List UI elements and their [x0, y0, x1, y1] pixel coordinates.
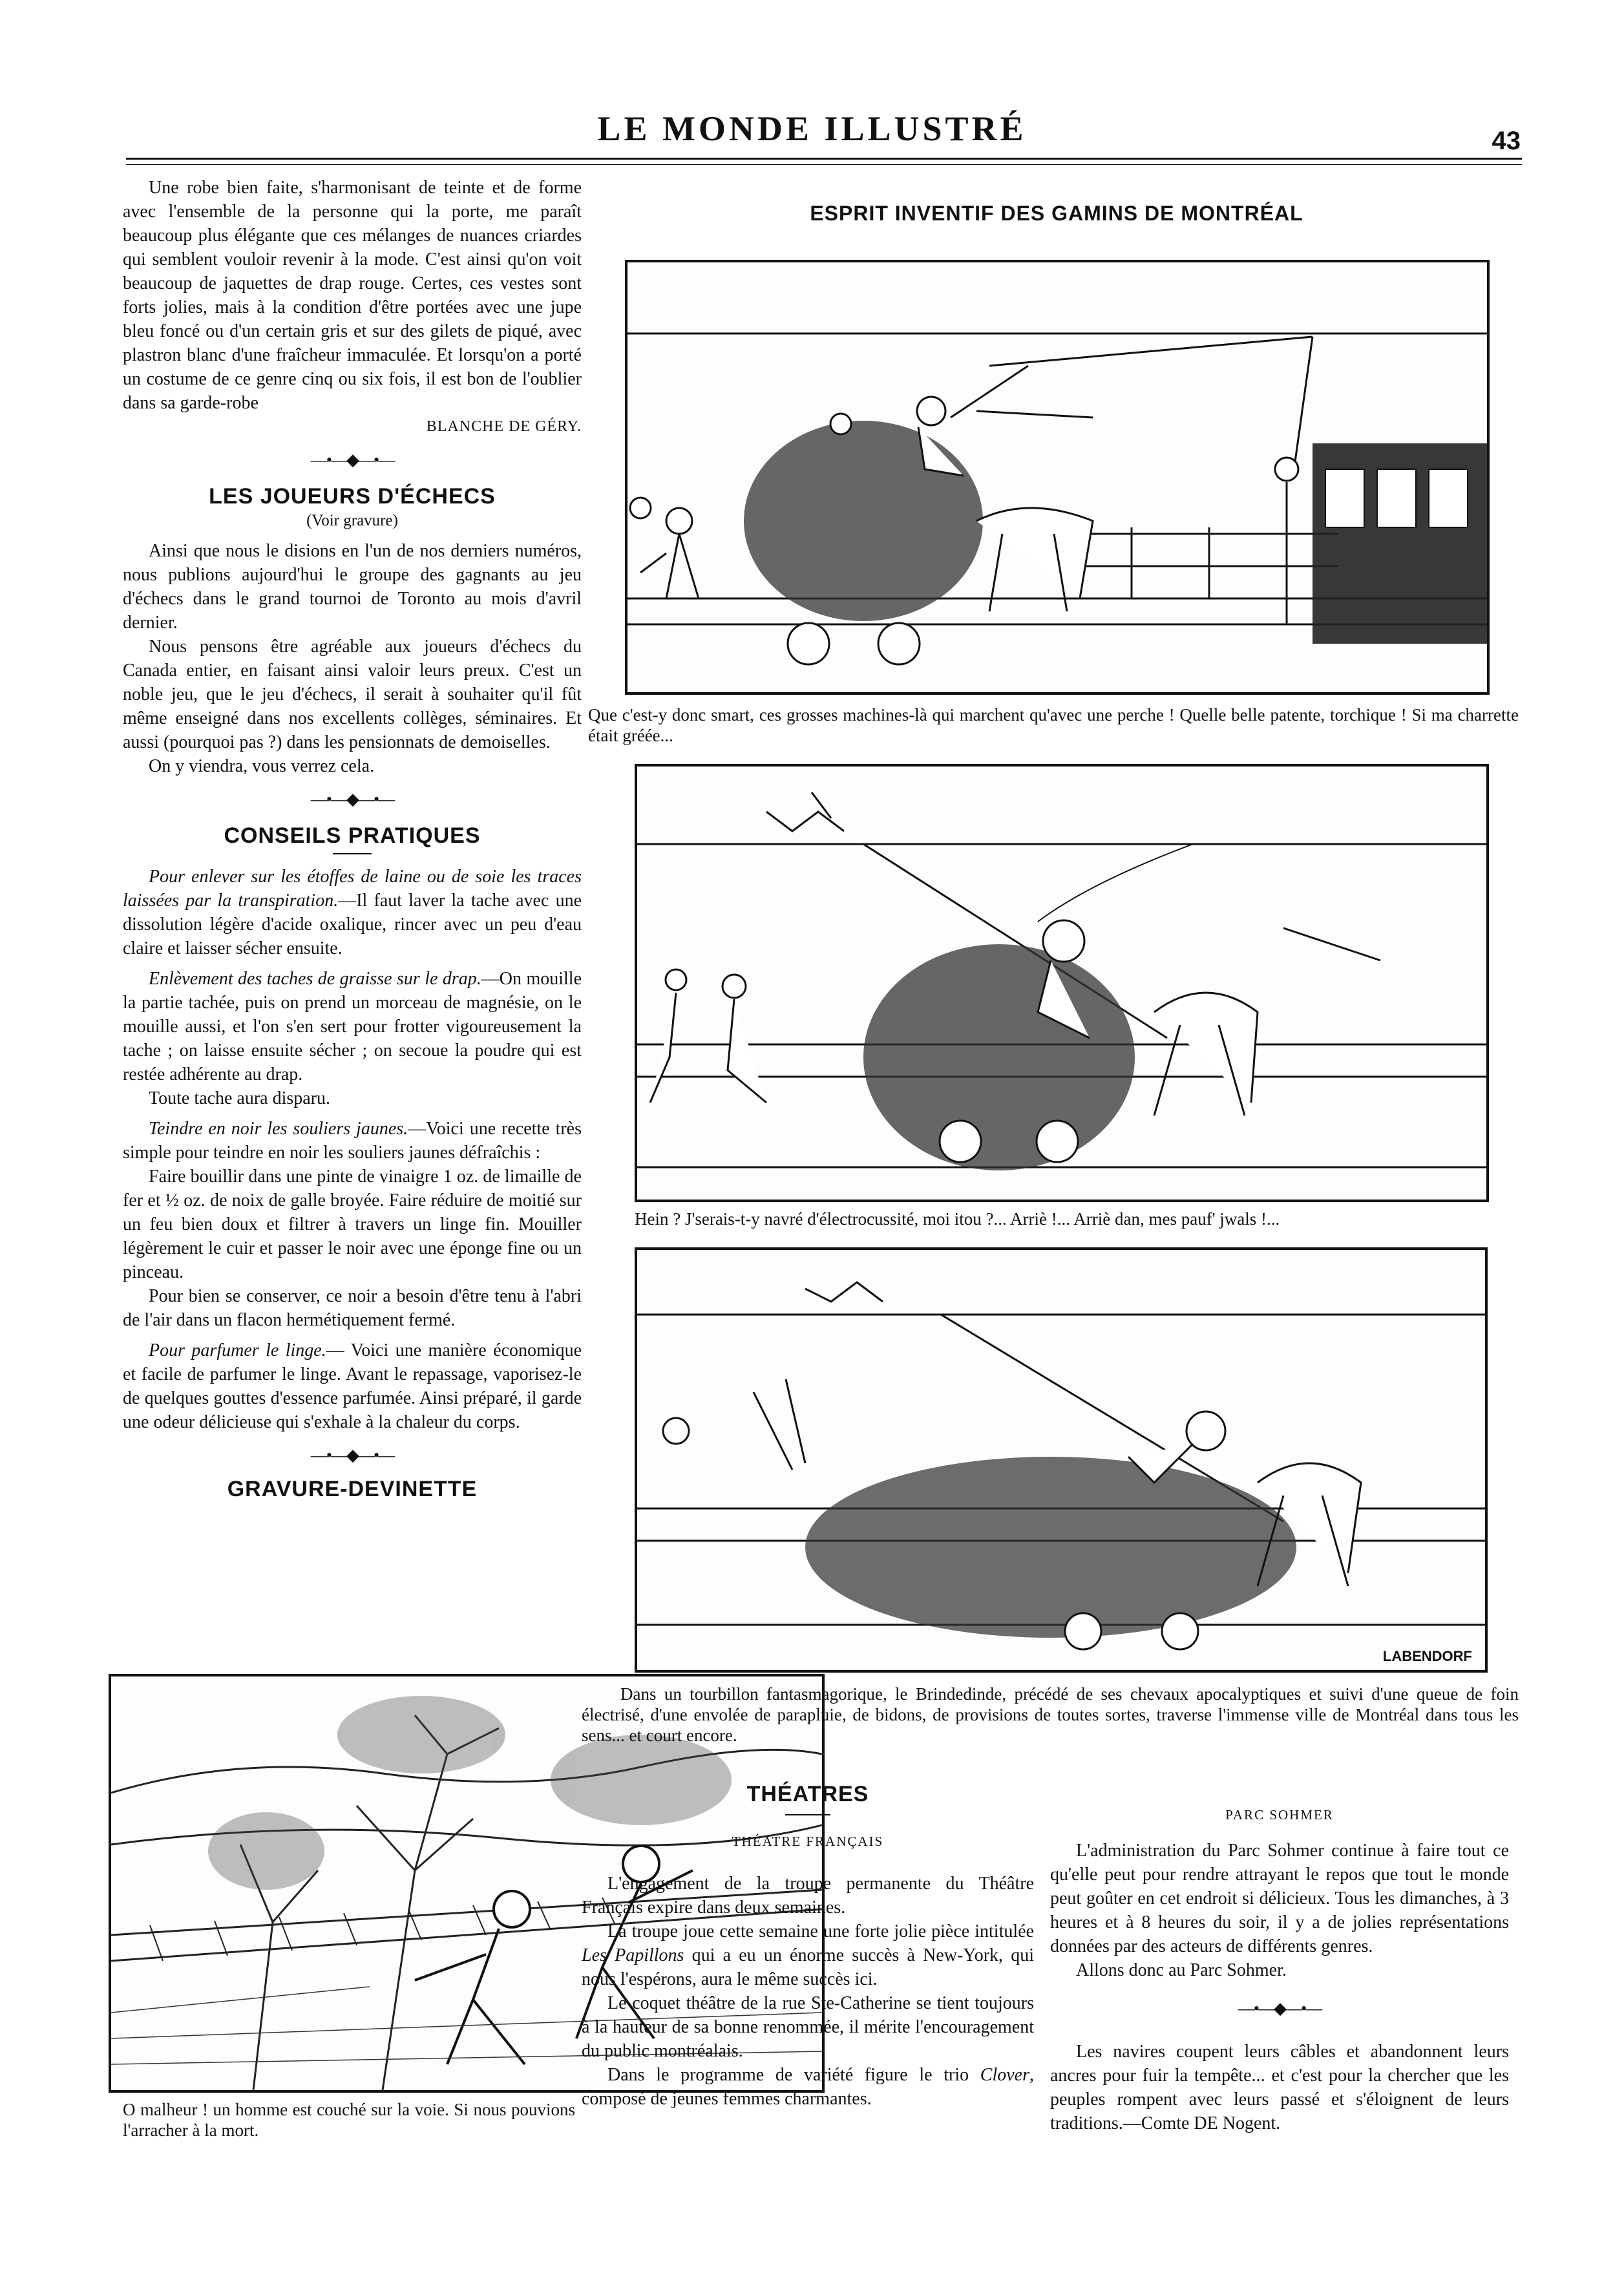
conseil-3-recipe: Faire bouillir dans une pinte de vinaigre 1 oz. de limaille de fer et ½ oz. de noix de galle broyée. Faire réduire de moitié sur un feu bien doux et filtrer à travers un linge fin. Mouiller légèrement le cuir et passer le noir avec une éponge fine ou un pinceau. [123, 1167, 582, 1282]
caption-1-text: Que c'est-y donc smart, ces grosses machines-là qui marchent qu'avec une perche ! Quelle belle patente, torchique ! Si ma charrette était gréée... [588, 705, 1519, 745]
p4-start: Dans le programme de variété figure le trio [607, 2065, 980, 2085]
ornament-divider: —•—◆—•— [310, 1446, 394, 1465]
devinette-caption: O malheur ! un homme est couché sur la voie. Si nous pouvions l'arracher à la mort. [123, 2100, 575, 2140]
sohmer-paragraph-2: Allons donc au Parc Sohmer. [1076, 1960, 1287, 1980]
ornament-divider: —•—◆—•— [310, 790, 394, 809]
tram-and-hay-cart-illustration [627, 262, 1487, 692]
theatres-paragraph-1: L'engagement de la troupe permanente du Théâtre Français expire dans deux semaines. [582, 1874, 1034, 1918]
theatres-paragraph-2 [582, 1920, 1034, 1991]
echecs-subheading: (Voir gravure) [306, 512, 398, 529]
sohmer-paragraph-1: L'administration du Parc Sohmer continue à faire tout ce qu'elle peut pour rendre attrayant le repos que tout le monde peut goûter en cet endroit si délicieux. Tous les dimanches, à 3 heures et à 8 heures du soir, il y a de jolies représentations données par des acteurs de différents genres. [1050, 1841, 1509, 1956]
cartoon-title: ESPRIT INVENTIF DES GAMINS DE MONTRÉAL [810, 202, 1303, 225]
play-title: Les Papillons [582, 1945, 684, 1965]
conseil-2-lead: Enlèvement des taches de graisse sur le drap. [149, 969, 481, 989]
cartoon-caption-1 [588, 704, 1519, 746]
conseil-1-body: —Il faut laver la tache avec une dissolution légère d'acide oxalique, rincer avec un peu d'eau claire et laisser sécher ensuite. [123, 891, 582, 958]
ornament-divider: —•—◆—•— [310, 450, 394, 469]
p2-start: La troupe joue cette semaine une forte jolie pièce intitulée [607, 1921, 1034, 1941]
cartoon-panel-2 [635, 764, 1489, 1202]
flying-cart-illustration [637, 1250, 1485, 1670]
theatres-column [582, 1782, 1034, 2111]
cartoon-panel-3 [635, 1247, 1488, 1673]
fashion-paragraph: Une robe bien faite, s'harmonisant de teinte et de forme avec l'ensemble de la personne qui la porte, me paraît beaucoup plus élégante que ces mélanges de nuances criardes qui semblent vouloir revenir à la mode. C'est ainsi qu'on voit beaucoup de jaquettes de drap rouge. Certes, ces vestes sont forts jolies, mais à la condition d'être portées avec une jupe bleu foncé ou d'un certain gris et sur des gilets de piqué, avec plastron blanc d'une fraîcheur immaculée. Et lorsqu'on a porté un costume de ce genre cinq ou six fois, il est bon de l'oublier dans sa garde-robe [123, 178, 582, 413]
page-number: 43 [1492, 127, 1521, 155]
p4-end: , composé de jeunes femmes charmantes. [582, 2065, 1034, 2109]
conseil-3 [123, 1117, 582, 1165]
signature: BLANCHE DE GÉRY. [426, 418, 582, 435]
parc-sohmer-heading: PARC SOHMER [1225, 1807, 1334, 1823]
devinette-heading: GRAVURE-DEVINETTE [227, 1477, 478, 1501]
echecs-heading: LES JOUEURS D'ÉCHECS [209, 484, 496, 509]
echecs-paragraph-2: Nous pensons être agréable aux joueurs d'échecs du Canada entier, en faisant ainsi valoir leurs preux. C'est un noble jeu, que le jeu d'échecs, il serait à souhaiter qu'il fût même enseigné dans nos excellents collèges, séminaires. Et aussi (pourquoi pas ?) dans les pensionnats de demoiselles. [123, 637, 582, 752]
conseil-3-storage: Pour bien se conserver, ce noir a besoin d'être tenu à l'abri de l'air dans un flacon hermétiquement fermé. [123, 1286, 582, 1330]
conseil-2-end: Toute tache aura disparu. [149, 1088, 331, 1108]
masthead-rule-thin [126, 164, 1522, 165]
short-rule [785, 1814, 830, 1815]
trio-title: Clover [980, 2065, 1029, 2085]
quotation: Les navires coupent leurs câbles et abandonnent leurs ancres pour fuir la tempête... et c'est pour la chercher que les peuples rompent avec leurs passé et s'éloignent de leurs traditions.—Comte DE Nogent. [1050, 2042, 1509, 2133]
conseil-1 [123, 865, 582, 960]
short-rule [333, 853, 372, 854]
masthead-title: LE MONDE ILLUSTRÉ [597, 109, 1027, 148]
cartoon-panel-1 [625, 260, 1490, 695]
sohmer-column [1050, 1803, 1509, 2135]
conseil-2 [123, 967, 582, 1086]
theatres-heading: THÉATRES [746, 1782, 869, 1806]
echecs-paragraph-3: On y viendra, vous verrez cela. [149, 756, 375, 776]
left-column [123, 176, 582, 1501]
conseil-3-body: —Voici une recette très simple pour teindre en noir les souliers jaunes défraîchis : [123, 1119, 582, 1163]
conseil-1-lead: Pour enlever sur les étoffes de laine ou de soie les traces laissées par la transpiration. [123, 867, 582, 911]
conseil-4-lead: Pour parfumer le linge. [149, 1340, 326, 1360]
conseil-4 [123, 1338, 582, 1434]
conseil-3-lead: Teindre en noir les souliers jaunes. [149, 1119, 408, 1139]
conseil-2-body: —On mouille la partie tachée, puis on prend un morceau de magnésie, on le mouille aussi, et l'on s'en sert pour frotter vigoureusement la tache ; on laisse ensuite sécher ; on secoue la poudre qui est restée adhérente au drap. [123, 969, 582, 1084]
conseil-4-body: — Voici une manière économique et facile de parfumer le linge. Avant le repassage, vaporisez-le de quelques gouttes d'essence parfumée. Ainsi préparé, il garde une odeur délicieuse qui s'exhale à la chaleur du corps. [123, 1340, 582, 1432]
ornament-divider: —•—◆—•— [1238, 1999, 1322, 2018]
conseils-heading: CONSEILS PRATIQUES [224, 823, 481, 848]
theatres-paragraph-3: Le coquet théâtre de la rue Ste-Catherine se tient toujours à la hauteur de sa bonne renommée, il mérite l'encouragement du public montréalais. [582, 1993, 1034, 2061]
masthead-rule [126, 158, 1522, 160]
cartoon-caption-3: Dans un tourbillon fantasmagorique, le Brindedinde, précédé de ses chevaux apocalyptiques et suivi d'une queue de foin électrisé, d'une envolée de parapluie, de bidons, de provisions de toutes sortes, traverse l'immense ville de Montréal dans tous les sens... et court encore. [582, 1684, 1519, 1745]
p2-end: qui a eu un énorme succès à New-York, qui nous l'espérons, aura le même succès ici. [582, 1945, 1035, 1989]
artist-signature: LABENDORF [1382, 1648, 1472, 1664]
echecs-paragraph-1: Ainsi que nous le disions en l'un de nos derniers numéros, nous publions aujourd'hui le groupe des gagnants au jeu d'échecs dans le grand tournoi de Toronto au mois d'avril dernier. [123, 541, 582, 633]
electrocuted-cart-illustration [637, 767, 1486, 1200]
cartoon-caption-2: Hein ? J'serais-t-y navré d'électrocussité, moi itou ?... Arriè !... Arriè dan, mes pauf' jwals !... [635, 1209, 1280, 1229]
theatres-paragraph-4 [582, 2063, 1034, 2111]
theatre-francais-heading: THÉATRE FRANÇAIS [732, 1834, 884, 1849]
